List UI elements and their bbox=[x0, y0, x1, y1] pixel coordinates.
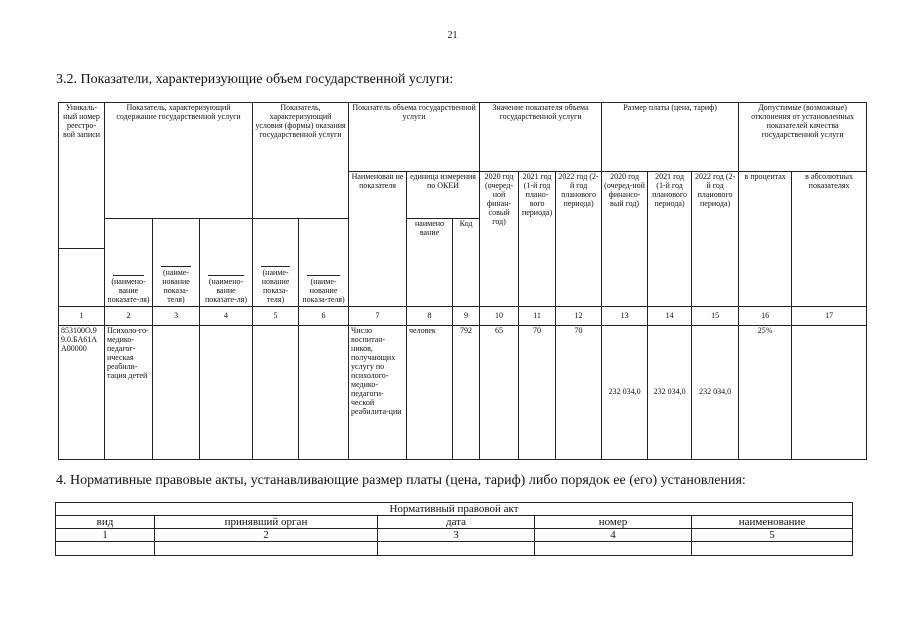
subheader-name-a: (наимено-вание показате-ля) bbox=[105, 219, 153, 307]
col-number: 3 bbox=[378, 529, 535, 542]
header-unit-name: наимено вание bbox=[407, 219, 453, 307]
table-row bbox=[59, 326, 867, 460]
header-fee: Размер платы (цена, тариф) bbox=[602, 103, 739, 172]
value-2021: 70 bbox=[519, 326, 556, 460]
page-number: 21 bbox=[447, 30, 458, 41]
col-number: 1 bbox=[56, 529, 155, 542]
volume-indicators-table bbox=[58, 102, 867, 460]
empty-cell bbox=[56, 542, 155, 556]
empty-cell bbox=[200, 326, 253, 460]
col-number: 16 bbox=[739, 307, 792, 326]
empty-cell bbox=[153, 326, 200, 460]
header-volume-value: Значение показателя объема государственной услуги bbox=[480, 103, 602, 172]
section-4-heading: 4. Нормативные правовые акты, устанавливающие размер платы (цена, тариф) либо порядок ее (его) установления: bbox=[56, 473, 746, 488]
col-number: 2 bbox=[155, 529, 378, 542]
header-unit-code: Код bbox=[453, 219, 480, 307]
unit-name: человек bbox=[407, 326, 453, 460]
col-number: 7 bbox=[349, 307, 407, 326]
col-number: 17 bbox=[792, 307, 867, 326]
empty-cell bbox=[792, 326, 867, 460]
value-2020: 65 bbox=[480, 326, 519, 460]
col-number: 1 bbox=[59, 307, 105, 326]
column-header: вид bbox=[56, 516, 155, 529]
column-header: наименование bbox=[692, 516, 853, 529]
subheader-name-c: (наимено-вание показате-ля) bbox=[200, 219, 253, 307]
header-fee-2022: 2022 год (2-й год планового периода) bbox=[692, 172, 739, 307]
header-2022: 2022 год (2-й год планового периода) bbox=[556, 172, 602, 307]
subheader-name-d: (наиме-нование показа-теля) bbox=[253, 219, 299, 307]
header-fee-2020: 2020 год (очеред-ной финансо-вый год) bbox=[602, 172, 648, 307]
col-number: 5 bbox=[253, 307, 299, 326]
col-number: 10 bbox=[480, 307, 519, 326]
col-number: 8 bbox=[407, 307, 453, 326]
header-indicator-name: Наименован ие показателя bbox=[349, 172, 407, 307]
value-2022: 70 bbox=[556, 326, 602, 460]
col-number: 14 bbox=[648, 307, 692, 326]
header-unique-number: Уникаль-ный номер реестро-вой записи bbox=[59, 103, 105, 249]
col-number: 4 bbox=[200, 307, 253, 326]
header-deviation: Допустимые (возможные) отклонения от установленных показателей качества государственной услуги bbox=[739, 103, 867, 172]
column-header: номер bbox=[535, 516, 692, 529]
header-content-indicator: Показатель, характеризующий содержание государственной услуги bbox=[105, 103, 253, 219]
header-percent: в процентах bbox=[739, 172, 792, 307]
registry-number: 853100О.99.0.БА61АА00000 bbox=[59, 326, 105, 460]
col-number: 11 bbox=[519, 307, 556, 326]
col-number: 4 bbox=[535, 529, 692, 542]
empty-cell bbox=[692, 542, 853, 556]
subheader-name-b: (наиме-нование показа-теля) bbox=[153, 219, 200, 307]
header-volume-indicator: Показатель объема государственной услуги bbox=[349, 103, 480, 172]
col-number: 9 bbox=[453, 307, 480, 326]
col-number: 12 bbox=[556, 307, 602, 326]
empty-cell bbox=[155, 542, 378, 556]
deviation-percent: 25% bbox=[739, 326, 792, 460]
header-fee-2021: 2021 год (1-й год планового периода) bbox=[648, 172, 692, 307]
indicator-name: Число воспитан-ников, получающих услугу по психолого-медико-педагоги-ческой реабилита-ции bbox=[349, 326, 407, 460]
header-unit: единица измерения по ОКЕИ bbox=[407, 172, 480, 219]
empty-cell bbox=[299, 326, 349, 460]
col-number: 15 bbox=[692, 307, 739, 326]
header-2020: 2020 год (очеред-ной финан-совый год) bbox=[480, 172, 519, 307]
col-number: 5 bbox=[692, 529, 853, 542]
content-name: Психоло-го-медико-педагог-ическая реабили-тация детей bbox=[105, 326, 153, 460]
column-numbers-row bbox=[59, 307, 867, 326]
fee-2020: 232 034,0 bbox=[602, 326, 648, 460]
col-number: 2 bbox=[105, 307, 153, 326]
empty-cell bbox=[535, 542, 692, 556]
fee-2022: 232 034,0 bbox=[692, 326, 739, 460]
header-conditions-indicator: Показатель, характеризующий условия (формы) оказания государственной услуги bbox=[253, 103, 349, 219]
empty-cell bbox=[378, 542, 535, 556]
header-absolute: в абсолютных показателях bbox=[792, 172, 867, 307]
unit-code: 792 bbox=[453, 326, 480, 460]
section-3-2-heading: 3.2. Показатели, характеризующие объем государственной услуги: bbox=[56, 72, 454, 87]
subheader-name-e: (наиме-нование показа-теля) bbox=[299, 219, 349, 307]
col-number: 3 bbox=[153, 307, 200, 326]
col-number: 13 bbox=[602, 307, 648, 326]
normative-acts-table bbox=[55, 502, 853, 556]
column-header: принявший орган bbox=[155, 516, 378, 529]
column-header: дата bbox=[378, 516, 535, 529]
fee-2021: 232 034,0 bbox=[648, 326, 692, 460]
normative-act-title: Нормативный правовой акт bbox=[56, 503, 853, 516]
header-2021: 2021 год (1-й год плано-вого периода) bbox=[519, 172, 556, 307]
empty-cell bbox=[253, 326, 299, 460]
header-unique-number-lower bbox=[59, 249, 105, 307]
col-number: 6 bbox=[299, 307, 349, 326]
